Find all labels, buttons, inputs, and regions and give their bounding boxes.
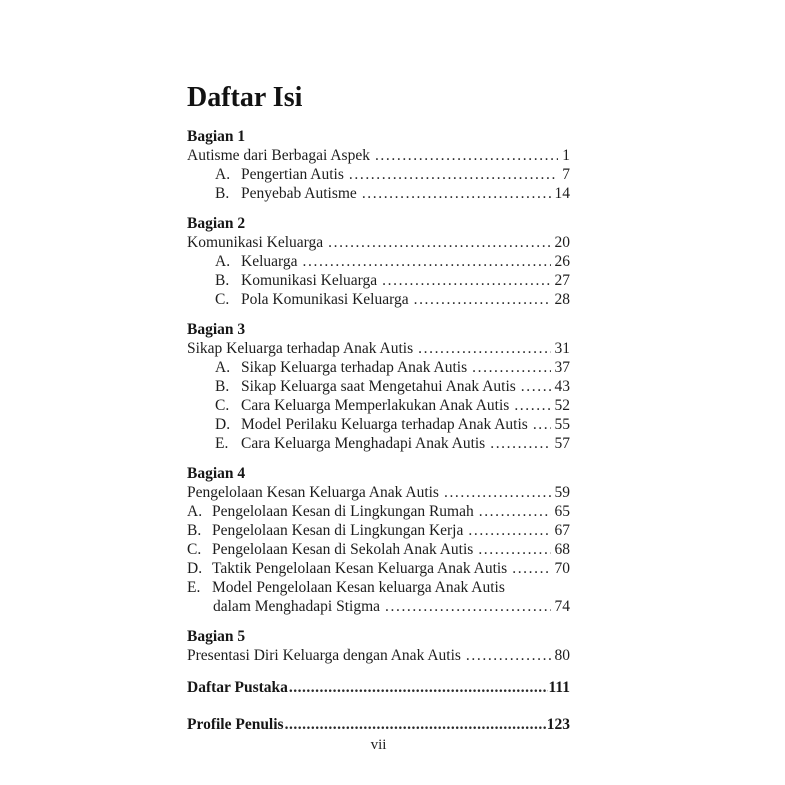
section-heading: Bagian 4 (187, 465, 246, 483)
entry-page: 27 (554, 272, 570, 290)
folio-page-number: vii (370, 737, 387, 754)
toc-entry (187, 396, 570, 415)
entry-page: 59 (554, 484, 570, 502)
entry-label: Model Perilaku Keluarga terhadap Anak Autis (241, 416, 528, 434)
entry-page: 7 (562, 166, 570, 184)
entry-label: Sikap Keluarga terhadap Anak Autis (187, 340, 414, 358)
entry-label: Sikap Keluarga terhadap Anak Autis (241, 359, 468, 377)
dot-leader (468, 521, 550, 540)
dot-leader (490, 434, 550, 453)
entry-letter: B. (215, 185, 230, 203)
entry-letter: E. (187, 579, 201, 597)
entry-page: 80 (554, 647, 570, 665)
entry-letter: B. (215, 378, 230, 396)
dot-leader (466, 646, 551, 665)
toc-entry (187, 415, 570, 434)
entry-label: Pengelolaan Kesan di Lingkungan Kerja (212, 522, 464, 540)
entry-letter: D. (187, 560, 203, 578)
toc-entry (187, 184, 570, 203)
toc-section (187, 214, 570, 309)
toc-section (187, 627, 570, 665)
entry-page: 31 (554, 340, 570, 358)
entry-page: 57 (554, 435, 570, 453)
entry-letter: A. (187, 503, 203, 521)
toc-entry (187, 483, 570, 502)
toc-content (187, 82, 570, 755)
dot-leader (303, 252, 551, 271)
dot-leader (444, 483, 551, 502)
entry-label: dalam Menghadapi Stigma (213, 598, 381, 616)
dot-leader (328, 233, 550, 252)
dot-leader (514, 396, 550, 415)
section-heading: Bagian 1 (187, 128, 246, 146)
toc-entry (187, 578, 570, 597)
toc-extra-entry (187, 715, 570, 734)
entry-page: 74 (554, 598, 570, 616)
entry-letter: A. (215, 253, 231, 271)
toc-entry (187, 597, 570, 616)
entry-letter: A. (215, 359, 231, 377)
entry-letter: C. (187, 541, 202, 559)
toc-section (187, 320, 570, 453)
entry-page: 26 (554, 253, 570, 271)
entry-page: 67 (554, 522, 570, 540)
dot-leader (478, 540, 550, 559)
entry-page: 14 (554, 185, 570, 203)
entry-letter: C. (215, 291, 230, 309)
toc-section (187, 464, 570, 616)
toc-entry (187, 165, 570, 184)
entry-letter: A. (215, 166, 231, 184)
entry-label: Keluarga (241, 253, 298, 271)
entry-letter: B. (215, 272, 230, 290)
entry-label: Taktik Pengelolaan Kesan Keluarga Anak Autis (212, 560, 508, 578)
dot-leader (362, 184, 551, 203)
dot-leader (382, 271, 550, 290)
toc-sections (187, 127, 570, 665)
entry-label: Profile Penulis (187, 716, 284, 734)
entry-label: Autisme dari Berbagai Aspek (187, 147, 370, 165)
section-heading: Bagian 3 (187, 321, 246, 339)
toc-entry (187, 252, 570, 271)
dot-leader (472, 358, 550, 377)
entry-page: 20 (554, 234, 570, 252)
toc-extras (187, 678, 570, 734)
entry-page: 70 (554, 560, 570, 578)
toc-entry (187, 434, 570, 453)
entry-label: Pengelolaan Kesan di Sekolah Anak Autis (212, 541, 474, 559)
entry-label: Pengelolaan Kesan Keluarga Anak Autis (187, 484, 439, 502)
dot-leader (414, 290, 551, 309)
dot-leader (289, 678, 549, 697)
entry-page: 65 (554, 503, 570, 521)
dot-leader (285, 715, 547, 734)
entry-label: Komunikasi Keluarga (241, 272, 378, 290)
entry-label: Model Pengelolaan Kesan keluarga Anak Autis (212, 579, 505, 597)
entry-page: 1 (562, 147, 570, 165)
entry-label: Sikap Keluarga saat Mengetahui Anak Autis (241, 378, 516, 396)
entry-page: 28 (554, 291, 570, 309)
entry-page: 52 (554, 397, 570, 415)
entry-label: Penyebab Autisme (241, 185, 357, 203)
toc-entry (187, 271, 570, 290)
entry-letter: B. (187, 522, 202, 540)
entry-label: Cara Keluarga Menghadapi Anak Autis (241, 435, 486, 453)
dot-leader (418, 339, 550, 358)
entry-label: Pengertian Autis (241, 166, 344, 184)
entry-page: 43 (554, 378, 570, 396)
dot-leader (521, 377, 551, 396)
entry-label: Daftar Pustaka (187, 679, 288, 697)
toc-entry (187, 646, 570, 665)
toc-entry (187, 290, 570, 309)
dot-leader (479, 502, 551, 521)
entry-label: Pola Komunikasi Keluarga (241, 291, 409, 309)
page-title: Daftar Isi (187, 82, 303, 113)
dot-leader (385, 597, 550, 616)
toc-section (187, 127, 570, 203)
section-heading: Bagian 2 (187, 215, 246, 233)
toc-entry (187, 540, 570, 559)
toc-entry (187, 339, 570, 358)
entry-page: 55 (554, 416, 570, 434)
entry-letter: D. (215, 416, 231, 434)
entry-letter: C. (215, 397, 230, 415)
entry-letter: E. (215, 435, 229, 453)
toc-entry (187, 521, 570, 540)
entry-label: Pengelolaan Kesan di Lingkungan Rumah (212, 503, 474, 521)
toc-extra-entry (187, 678, 570, 697)
entry-label: Cara Keluarga Memperlakukan Anak Autis (241, 397, 510, 415)
dot-leader (533, 415, 551, 434)
entry-page: 68 (554, 541, 570, 559)
dot-leader (349, 165, 558, 184)
toc-entry (187, 559, 570, 578)
toc-entry (187, 502, 570, 521)
toc-entry (187, 146, 570, 165)
dot-leader (375, 146, 558, 165)
entry-page: 111 (548, 679, 570, 697)
section-heading: Bagian 5 (187, 628, 246, 646)
entry-page: 37 (554, 359, 570, 377)
toc-entry (187, 233, 570, 252)
entry-label: Presentasi Diri Keluarga dengan Anak Autis (187, 647, 461, 665)
dot-leader (512, 559, 550, 578)
entry-page: 123 (546, 716, 570, 734)
toc-entry (187, 358, 570, 377)
toc-entry (187, 377, 570, 396)
entry-label: Komunikasi Keluarga (187, 234, 324, 252)
